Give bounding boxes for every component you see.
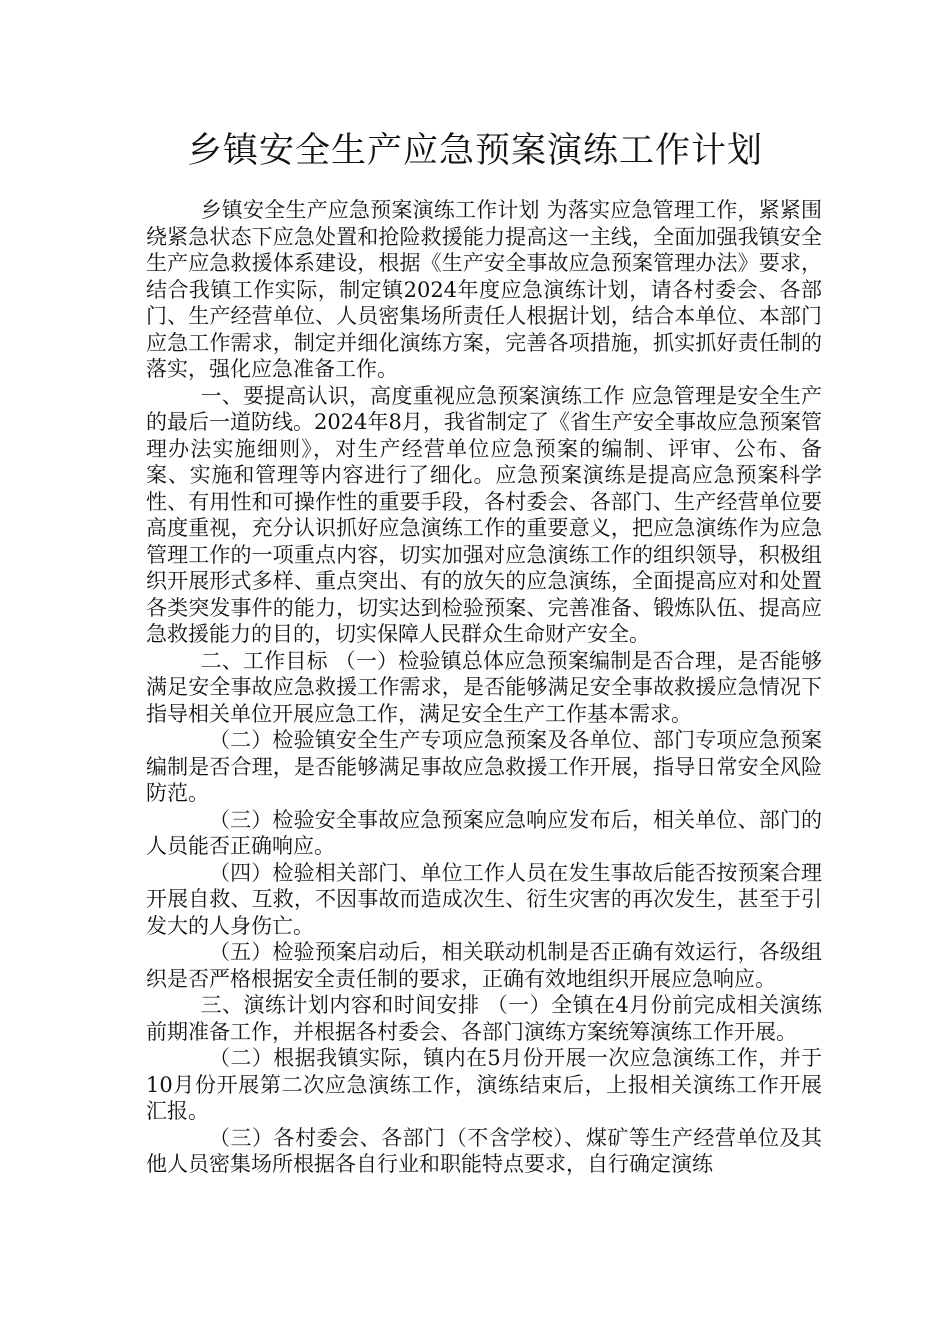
document-title: 乡镇安全生产应急预案演练工作计划	[186, 131, 763, 171]
paragraph-schedule-3: （三）各村委会、各部门（不含学校）、煤矿等生产经营单位及其他人员密集场所根据各自行业和职能特点要求，自行确定演练	[146, 1125, 822, 1176]
paragraph-section-1: 一、要提高认识，高度重视应急预案演练工作 应急管理是安全生产的最后一道防线。2024年8月，我省制定了《省生产安全事故应急预案管理办法实施细则》，对生产经营单位应急预案的编制、评审、公布、备案、实施和管理等内容进行了细化。应急预案演练是提高应急预案科学性、有用性和可操作性的重要手段，各村委会、各部门、生产经营单位要高度重视，充分认识抓好应急演练工作的重要意义，把应急演练作为应急管理工作的一项重点内容，切实加强对应急演练工作的组织领导，积极组织开展形式多样、重点突出、有的放矢的应急演练，全面提高应对和处置各类突发事件的能力，切实达到检验预案、完善准备、锻炼队伍、提高应急救援能力的目的，切实保障人民群众生命财产安全。	[146, 383, 822, 646]
paragraph-schedule-2: （二）根据我镇实际，镇内在5月份开展一次应急演练工作，并于10月份开展第二次应急演练工作，演练结束后，上报相关演练工作开展汇报。	[146, 1046, 822, 1123]
paragraph-section-3: 三、演练计划内容和时间安排 （一）全镇在4月份前完成相关演练前期准备工作，并根据各村委会、各部门演练方案统筹演练工作开展。	[146, 993, 822, 1044]
paragraph-intro: 乡镇安全生产应急预案演练工作计划 为落实应急管理工作，紧紧围绕紧急状态下应急处置和抢险救援能力提高这一主线，全面加强我镇安全生产应急救援体系建设，根据《生产安全事故应急预案管理办法》要求，结合我镇工作实际，制定镇2024年度应急演练计划，请各村委会、各部门、生产经营单位、人员密集场所责任人根据计划，结合本单位、本部门应急工作需求，制定并细化演练方案，完善各项措施，抓实抓好责任制的落实，强化应急准备工作。	[146, 198, 822, 381]
paragraph-goal-3: （三）检验安全事故应急预案应急响应发布后，相关单位、部门的人员能否正确响应。	[146, 807, 822, 858]
paragraph-goal-2: （二）检验镇安全生产专项应急预案及各单位、部门专项应急预案编制是否合理，是否能够满足事故应急救援工作开展，指导日常安全风险防范。	[146, 728, 822, 805]
paragraph-goal-5: （五）检验预案启动后，相关联动机制是否正确有效运行，各级组织是否严格根据安全责任制的要求，正确有效地组织开展应急响应。	[146, 940, 822, 991]
paragraph-section-2: 二、工作目标 （一）检验镇总体应急预案编制是否合理，是否能够满足安全事故应急救援工作需求，是否能够满足安全事故救援应急情况下指导相关单位开展应急工作，满足安全生产工作基本需求。	[146, 648, 822, 726]
paragraph-goal-4: （四）检验相关部门、单位工作人员在发生事故后能否按预案合理开展自救、互救，不因事故而造成次生、衍生灾害的再次发生，甚至于引发大的人身伤亡。	[146, 860, 822, 938]
document-body	[146, 197, 822, 1178]
